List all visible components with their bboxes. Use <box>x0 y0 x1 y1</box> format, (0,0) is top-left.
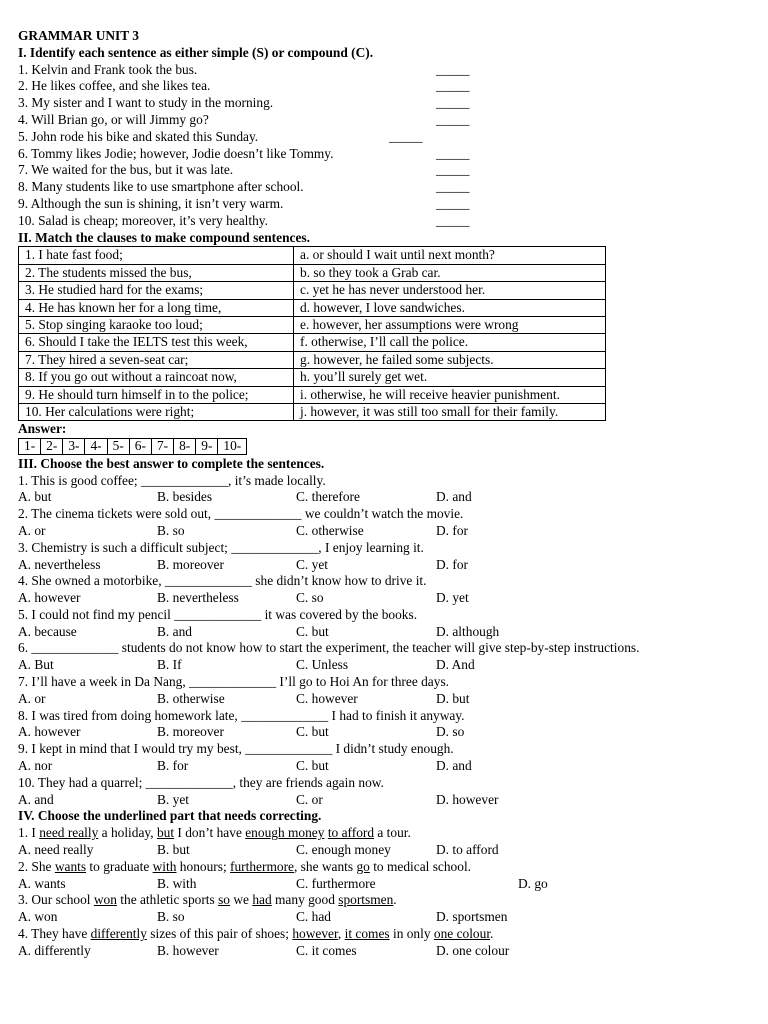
option-b[interactable]: B. so <box>157 522 185 538</box>
answer-blank[interactable]: _____ <box>436 78 470 94</box>
table-row <box>19 282 606 299</box>
clause-right: i. otherwise, he will receive heavier punishment. <box>294 386 606 403</box>
answer-cell[interactable]: 3- <box>63 439 85 455</box>
answer-cell[interactable]: 8- <box>174 439 196 455</box>
option-d[interactable]: D. sportsmen <box>436 909 508 925</box>
sentence-text: , <box>337 926 345 942</box>
option-c[interactable]: C. enough money <box>296 842 391 858</box>
table-row <box>19 264 606 281</box>
option-c[interactable]: C. but <box>296 758 329 774</box>
s3-question <box>18 674 768 708</box>
table-row <box>19 404 606 421</box>
clause-right: c. yet he has never understood her. <box>294 282 606 299</box>
option-d[interactable]: D. however <box>436 791 499 807</box>
clause-left: 1. I hate fast food; <box>19 247 294 264</box>
answer-blank[interactable]: _____ <box>436 145 470 161</box>
sentence-text: sizes of this pair of shoes; <box>146 926 293 942</box>
option-b[interactable]: B. besides <box>157 489 213 505</box>
s4-question <box>18 892 768 926</box>
s1-item: 7. We waited for the bus, but it was late. _____ <box>18 162 470 178</box>
answer-cell[interactable]: 6- <box>129 439 151 455</box>
sentence-text: , she wants <box>293 858 357 874</box>
option-d[interactable]: D. but <box>436 690 470 706</box>
sentence-text: 1. I <box>18 825 40 841</box>
question-text <box>18 926 768 943</box>
sentence-text: a tour. <box>374 825 411 841</box>
table-row <box>19 316 606 333</box>
s3-question <box>18 573 768 607</box>
options-row <box>18 691 768 708</box>
options-row <box>18 876 768 893</box>
options-row <box>18 657 768 674</box>
s3-question <box>18 741 768 775</box>
question-text <box>18 892 768 909</box>
section-3-heading: III. Choose the best answer to complete the sentences. <box>18 455 325 471</box>
options-row <box>18 724 768 741</box>
question-text: 4. She owned a motorbike, _____________ she didn’t know how to drive it. <box>18 573 427 589</box>
option-a[interactable]: A. but <box>18 489 52 505</box>
answer-blank[interactable]: _____ <box>436 212 470 228</box>
options-row <box>18 909 768 926</box>
underlined-part[interactable]: had <box>252 892 272 908</box>
clause-right: g. however, he failed some subjects. <box>294 351 606 368</box>
option-a[interactable]: A. won <box>18 909 58 925</box>
clause-left: 6. Should I take the IELTS test this week, <box>19 334 294 351</box>
option-c[interactable]: C. had <box>296 909 331 925</box>
question-text: 6. _____________ students do not know how to start the experiment, the teacher will give step-by-step instructions. <box>18 640 640 656</box>
option-a[interactable]: A. or <box>18 522 46 538</box>
option-a[interactable]: A. and <box>18 791 54 807</box>
answer-cell[interactable]: 2- <box>41 439 63 455</box>
option-b[interactable]: B. however <box>157 942 219 958</box>
answer-blank[interactable]: _____ <box>436 195 470 211</box>
option-b[interactable]: B. and <box>157 623 192 639</box>
s3-question <box>18 775 768 809</box>
s3-question <box>18 708 768 742</box>
table-row <box>19 439 247 455</box>
underlined-part[interactable]: so <box>218 892 231 908</box>
option-c[interactable]: C. so <box>296 590 324 606</box>
s1-item: 9. Although the sun is shining, it isn’t very warm. _____ <box>18 195 470 211</box>
underlined-part[interactable]: to afford <box>327 825 375 841</box>
underlined-part[interactable]: however <box>292 926 338 942</box>
question-text: 9. I kept in mind that I would try my best, _____________ I didn’t study enough. <box>18 741 454 757</box>
options-row <box>18 758 768 775</box>
s3-question <box>18 506 768 540</box>
section-4-heading: IV. Choose the underlined part that needs correcting. <box>18 808 322 824</box>
answer-grid <box>18 438 247 455</box>
underlined-part[interactable]: wants <box>54 858 87 874</box>
answer-cell[interactable]: 1- <box>19 439 41 455</box>
option-a[interactable]: A. nor <box>18 758 53 774</box>
clause-left: 7. They hired a seven-seat car; <box>19 351 294 368</box>
option-a[interactable]: A. however <box>18 590 81 606</box>
options-row <box>18 792 768 809</box>
answer-cell[interactable]: 7- <box>151 439 173 455</box>
clause-right: h. you’ll surely get wet. <box>294 369 606 386</box>
question-text: 3. Chemistry is such a difficult subject; _____________, I enjoy learning it. <box>18 539 424 555</box>
answer-blank[interactable]: _____ <box>436 111 470 127</box>
option-c[interactable]: C. furthermore <box>296 875 376 891</box>
table-row <box>19 334 606 351</box>
question-text: 7. I’ll have a week in Da Nang, _____________ I’ll go to Hoi An for three days. <box>18 674 450 690</box>
s4-question <box>18 859 768 893</box>
underlined-part[interactable]: but <box>156 825 175 841</box>
options-row <box>18 624 768 641</box>
options-row <box>18 842 768 859</box>
option-b[interactable]: B. with <box>157 875 197 891</box>
question-text: 8. I was tired from doing homework late, _____________ I had to finish it anyway. <box>18 707 465 723</box>
underlined-part[interactable]: furthermore <box>230 858 294 874</box>
answer-blank[interactable]: _____ <box>436 162 470 178</box>
option-d[interactable]: D. and <box>436 489 472 505</box>
option-c[interactable]: C. or <box>296 791 323 807</box>
option-b[interactable]: B. nevertheless <box>157 590 239 606</box>
s1-item: 4. Will Brian go, or will Jimmy go? _____ <box>18 111 470 127</box>
option-c[interactable]: C. yet <box>296 556 328 572</box>
option-a[interactable]: A. because <box>18 623 77 639</box>
s3-question <box>18 640 768 674</box>
options-row <box>18 489 768 506</box>
option-d[interactable]: D. and <box>436 758 472 774</box>
option-b[interactable]: B. for <box>157 758 189 774</box>
option-d[interactable]: D. one colour <box>436 942 510 958</box>
s1-item: 8. Many students like to use smartphone after school. _____ <box>18 179 470 195</box>
sentence-text: to graduate <box>86 858 153 874</box>
sentence-text: honours; <box>176 858 231 874</box>
clause-right: f. otherwise, I’ll call the police. <box>294 334 606 351</box>
answer-blank[interactable]: _____ <box>389 128 423 144</box>
option-b[interactable]: B. moreover <box>157 724 224 740</box>
sentence-text: many good <box>271 892 339 908</box>
s1-item: 2. He likes coffee, and she likes tea. _____ <box>18 78 470 94</box>
s3-question <box>18 473 768 507</box>
table-row <box>19 369 606 386</box>
underlined-part[interactable]: with <box>152 858 177 874</box>
clause-left: 8. If you go out without a raincoat now, <box>19 369 294 386</box>
option-a[interactable]: A. however <box>18 724 81 740</box>
section-1-heading: I. Identify each sentence as either simple (S) or compound (C). <box>18 44 374 60</box>
option-d[interactable]: D. so <box>436 724 465 740</box>
option-a[interactable]: A. nevertheless <box>18 556 101 572</box>
sentence-text: to medical school. <box>369 858 472 874</box>
s4-question <box>18 926 768 960</box>
options-row <box>18 590 768 607</box>
sentence-text: . <box>393 892 397 908</box>
options-row <box>18 557 768 574</box>
option-d[interactable]: D. for <box>436 522 468 538</box>
clause-right: b. so they took a Grab car. <box>294 264 606 281</box>
question-text <box>18 825 768 842</box>
answer-cell[interactable]: 5- <box>107 439 129 455</box>
table-row <box>19 247 606 264</box>
section-1-list <box>18 62 768 230</box>
section-3-list <box>18 473 768 809</box>
table-row <box>19 351 606 368</box>
s3-question <box>18 607 768 641</box>
clause-left: 10. Her calculations were right; <box>19 404 294 421</box>
s3-question <box>18 540 768 574</box>
sentence-text: 4. They have <box>18 926 91 942</box>
question-text: 5. I could not find my pencil _____________ it was covered by the books. <box>18 606 418 622</box>
option-b[interactable]: B. If <box>157 657 182 673</box>
worksheet-title: GRAMMAR UNIT 3 <box>18 28 140 43</box>
option-b[interactable]: B. so <box>157 909 185 925</box>
table-row <box>19 386 606 403</box>
option-c[interactable]: C. therefore <box>296 489 360 505</box>
sentence-text: the athletic sports <box>116 892 219 908</box>
option-d[interactable]: D. And <box>436 657 475 673</box>
option-d[interactable]: D. to afford <box>436 842 499 858</box>
clause-left: 3. He studied hard for the exams; <box>19 282 294 299</box>
option-b[interactable]: B. yet <box>157 791 189 807</box>
question-text: 10. They had a quarrel; _____________, they are friends again now. <box>18 774 384 790</box>
section-4-list <box>18 825 768 959</box>
option-d[interactable]: D. go <box>518 875 548 891</box>
underlined-part[interactable]: go <box>356 858 370 874</box>
sentence-text: . <box>490 926 494 942</box>
sentence-text: a holiday, <box>98 825 157 841</box>
question-text: 2. The cinema tickets were sold out, _____________ we couldn’t watch the movie. <box>18 506 464 522</box>
underlined-part[interactable]: won <box>93 892 117 908</box>
option-c[interactable]: C. it comes <box>296 942 357 958</box>
sentence-text: I don’t have <box>174 825 246 841</box>
match-table <box>18 246 606 421</box>
section-2-heading: II. Match the clauses to make compound sentences. <box>18 229 310 245</box>
clause-right: j. however, it was still too small for their family. <box>294 404 606 421</box>
option-c[interactable]: C. Unless <box>296 657 349 673</box>
options-row <box>18 523 768 540</box>
answer-blank[interactable]: _____ <box>436 179 470 195</box>
answer-cell[interactable]: 9- <box>196 439 218 455</box>
sentence-text: 2. She <box>18 858 55 874</box>
option-d[interactable]: D. yet <box>436 590 469 606</box>
sentence-text: we <box>230 892 253 908</box>
s1-item: 5. John rode his bike and skated this Sunday. _____ <box>18 128 423 144</box>
s1-item: 10. Salad is cheap; moreover, it’s very healthy. _____ <box>18 212 470 228</box>
option-c[interactable]: C. otherwise <box>296 522 364 538</box>
underlined-part[interactable]: it comes <box>344 926 390 942</box>
question-text <box>18 859 768 876</box>
option-a[interactable]: A. differently <box>18 942 91 958</box>
option-a[interactable]: A. But <box>18 657 54 673</box>
s1-item: 3. My sister and I want to study in the morning. _____ <box>18 95 470 111</box>
clause-right: e. however, her assumptions were wrong <box>294 316 606 333</box>
clause-left: 5. Stop singing karaoke too loud; <box>19 316 294 333</box>
option-a[interactable]: A. or <box>18 690 46 706</box>
option-c[interactable]: C. but <box>296 724 329 740</box>
underlined-part[interactable]: sportsmen <box>338 892 394 908</box>
sentence-text: in only <box>389 926 434 942</box>
clause-right: a. or should I wait until next month? <box>294 247 606 264</box>
clause-left: 9. He should turn himself in to the police; <box>19 386 294 403</box>
clause-right: d. however, I love sandwiches. <box>294 299 606 316</box>
table-row <box>19 299 606 316</box>
answer-cell[interactable]: 10- <box>218 439 247 455</box>
clause-left: 2. The students missed the bus, <box>19 264 294 281</box>
underlined-part[interactable]: differently <box>90 926 147 942</box>
answer-blank[interactable]: _____ <box>436 95 470 111</box>
underlined-part[interactable]: need really <box>39 825 99 841</box>
option-c[interactable]: C. however <box>296 690 358 706</box>
option-c[interactable]: C. but <box>296 623 329 639</box>
underlined-part[interactable]: enough money <box>245 825 325 841</box>
s4-question <box>18 825 768 859</box>
option-b[interactable]: B. otherwise <box>157 690 225 706</box>
question-text: 1. This is good coffee; _____________, it’s made locally. <box>18 472 326 488</box>
option-a[interactable]: A. wants <box>18 875 66 891</box>
option-d[interactable]: D. although <box>436 623 500 639</box>
option-b[interactable]: B. but <box>157 842 190 858</box>
clause-left: 4. He has known her for a long time, <box>19 299 294 316</box>
option-d[interactable]: D. for <box>436 556 468 572</box>
answer-label: Answer: <box>18 421 67 437</box>
option-a[interactable]: A. need really <box>18 842 94 858</box>
answer-blank[interactable]: _____ <box>436 61 470 77</box>
options-row <box>18 943 768 960</box>
s1-item: 1. Kelvin and Frank took the bus. _____ <box>18 61 470 77</box>
s1-item: 6. Tommy likes Jodie; however, Jodie doesn’t like Tommy. _____ <box>18 145 470 161</box>
option-b[interactable]: B. moreover <box>157 556 224 572</box>
sentence-text: 3. Our school <box>18 892 94 908</box>
underlined-part[interactable]: one colour <box>433 926 491 942</box>
answer-cell[interactable]: 4- <box>85 439 107 455</box>
